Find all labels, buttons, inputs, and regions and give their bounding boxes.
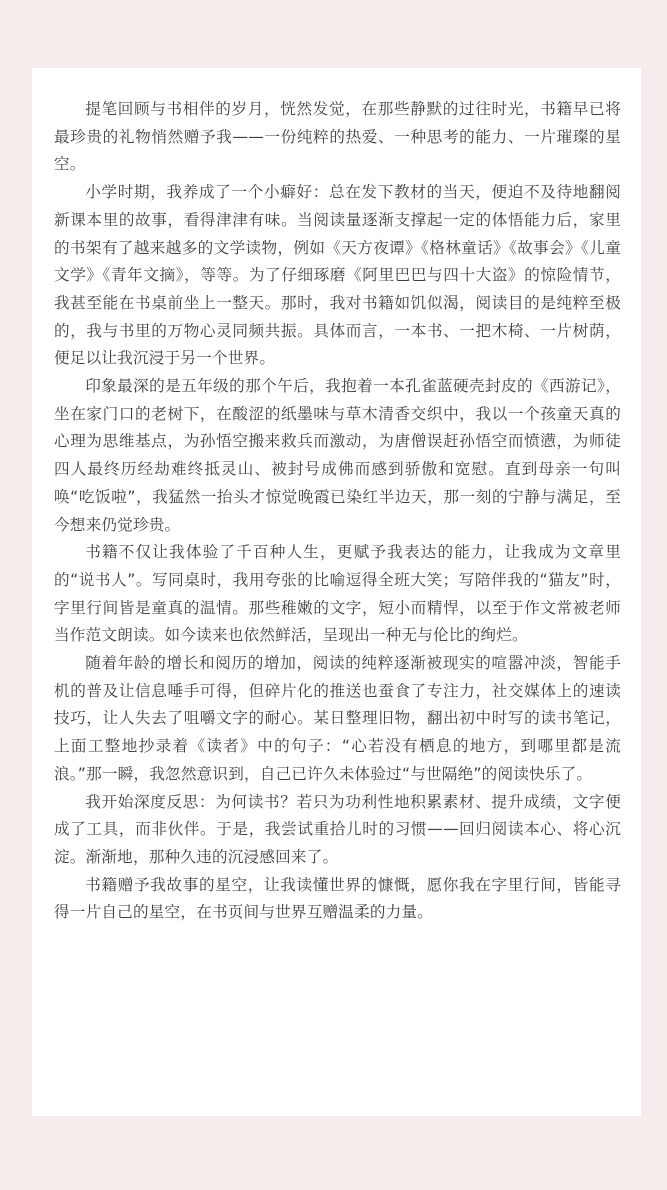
paragraph-conclusion: 书籍赠予我故事的星空，让我读懂世界的慷慨，愿你我在字里行间，皆能寻得一片自己的星空，在书页间与世界互赠温柔的力量。 — [54, 875, 621, 922]
paragraph-reflection: 我开始深度反思：为何读书？若只为功利性地积累素材、提升成绩，文字便成了工具，而非伙伴。于是，我尝试重拾儿时的习惯——回归阅读本心、将心沉淀。渐渐地，那种久违的沉浸感回来了。 — [54, 792, 621, 866]
paragraph-childhood: 小学时期，我养成了一个小癖好：总在发下教材的当天，便迫不及待地翻阅新课本里的故事，看得津津有味。当阅读量逐渐支撑起一定的体悟能力后，家里的书架有了越来越多的文学读物，例如《天方夜谭》《格林童话》《故事会》《儿童文学》《青年文摘》，等等。为了仔细琢磨《阿里巴巴与四十大盗》的惊险情节，我甚至能在书桌前坐上一整天。那时，我对书籍如饥似渴，阅读目的是纯粹至极的，我与书里的万物心灵同频共振。具体而言，一本书、一把木椅、一片树荫，便足以让我沉浸于另一个世界。 — [54, 183, 621, 368]
paragraph-growing-up: 随着年龄的增长和阅历的增加，阅读的纯粹逐渐被现实的喧嚣冲淡，智能手机的普及让信息唾手可得，但碎片化的推送也蚕食了专注力，社交媒体上的速读技巧，让人失去了咀嚼文字的耐心。某日整理旧物，翻出初中时写的读书笔记，上面工整地抄录着《读者》中的句子：“心若没有栖息的地方，到哪里都是流浪。”那一瞬，我忽然意识到，自己已许久未体验过“与世隔绝”的阅读快乐了。 — [54, 654, 621, 783]
article-card — [32, 68, 641, 1116]
paragraph-journey-west: 印象最深的是五年级的那个午后，我抱着一本孔雀蓝硬壳封皮的《西游记》，坐在家门口的老树下，在酸涩的纸墨味与草木清香交织中，我以一个孩童天真的心理为思维基点，为孙悟空搬来救兵而激动，为唐僧误赶孙悟空而愤懑，为师徒四人最终历经劫难终抵灵山、被封号成佛而感到骄傲和宽慰。直到母亲一句叫唤“吃饭啦”，我猛然一抬头才惊觉晚霞已染红半边天，那一刻的宁静与满足，至今想来仍觉珍贵。 — [54, 377, 621, 534]
paragraph-intro: 提笔回顾与书相伴的岁月，恍然发觉，在那些静默的过往时光，书籍早已将最珍贵的礼物悄然赠予我——一份纯粹的热爱、一种思考的能力、一片璀璨的星空。 — [54, 100, 621, 174]
paragraph-expression: 书籍不仅让我体验了千百种人生，更赋予我表达的能力，让我成为文章里的“说书人”。写同桌时，我用夸张的比喻逗得全班大笑；写陪伴我的“猫友”时，字里行间皆是童真的温情。那些稚嫩的文字，短小而精悍，以至于作文常被老师当作范文朗读。如今读来也依然鲜活，呈现出一种无与伦比的绚烂。 — [54, 543, 621, 645]
